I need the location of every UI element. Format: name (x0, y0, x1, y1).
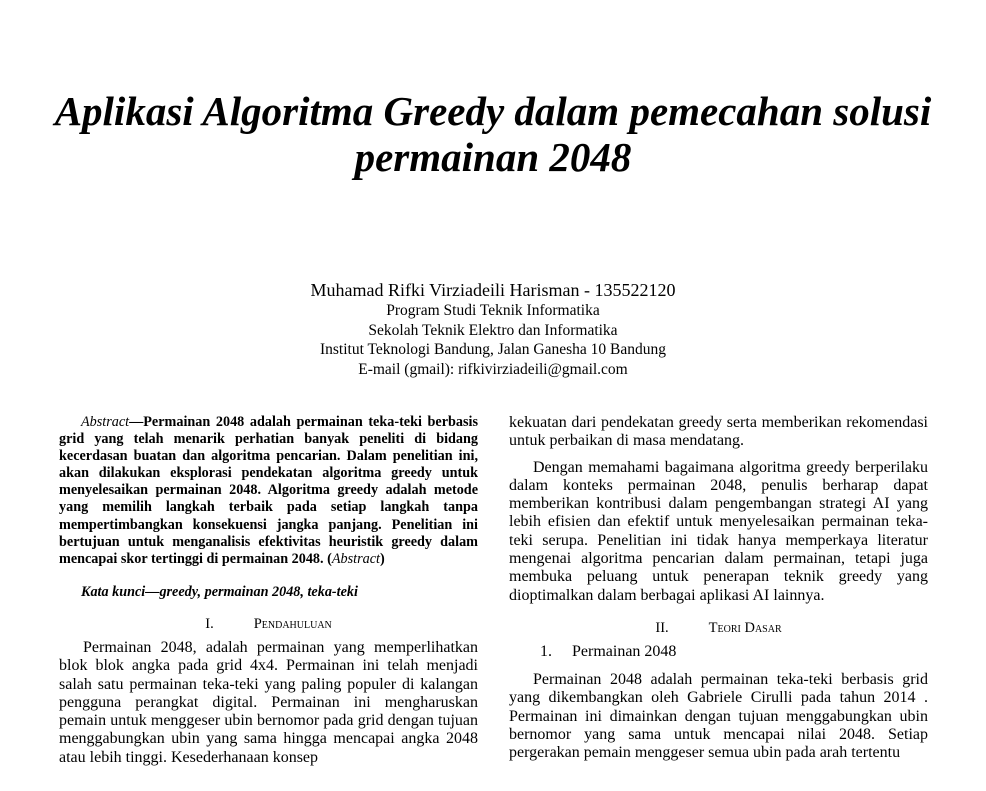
author-email: E-mail (gmail): rifkivirziadeili@gmail.com (358, 360, 628, 378)
subsection-2-1-number: 1. (540, 642, 552, 660)
abstract-dash: — (129, 414, 144, 430)
section-2-paragraph-1: Permainan 2048 adalah permainan teka-teki berbasis grid yang dikembangkan oleh Gabriele Cirulli pada tahun 2014 . Permainan ini dimainkan dengan tujuan menggabungkan ubin bernomor yang sama untuk mencapai nilai 2048. Setiap pergerakan pemain menggeser semua ubin pada arah tertentu (509, 670, 928, 762)
abstract-tail-open: ( (323, 550, 332, 567)
author-program: Program Studi Teknik Informatika (386, 302, 600, 319)
author-school: Sekolah Teknik Elektro dan Informatika (368, 321, 618, 339)
intro-paragraph-2: Dengan memahami bagaimana algoritma greedy berperilaku dalam konteks permainan 2048, penulis berharap dapat memberikan kontribusi dalam pengembangan strategi AI yang lebih efisien dan efektif untuk menyelesaikan permainan teka-teki serupa. Penelitian ini tidak hanya memperkaya literatur mengenai algoritma pencarian dalam permainan, tetapi juga membuka peluang untuk penerapan teknik greedy yang dioptimalkan dalam berbagai aplikasi AI lainnya. (509, 458, 928, 604)
abstract (59, 414, 478, 568)
subsection-2-1-title: Permainan 2048 (572, 642, 677, 660)
section-1-heading (59, 615, 478, 633)
abstract-label: Abstract (81, 414, 130, 430)
section-1-number: I. (205, 615, 214, 632)
section-1-paragraph-1: Permainan 2048, adalah permainan yang memperlihatkan blok blok angka pada grid 4x4. Permainan ini telah menjadi salah satu permainan teka-teki yang paling populer di kalangan pengguna perangkat digital. Permainan ini mengharuskan pemain untuk menggeser ubin bernomor pada grid dengan tujuan menggabungkan ubin yang sama hingga mencapai angka 2048 atau lebih tinggi. Kesederhanaan konsep (59, 638, 478, 766)
author-block (0, 279, 986, 379)
section-2-number: II. (655, 619, 669, 636)
author-institute: Institut Teknologi Bandung, Jalan Ganesha 10 Bandung (319, 341, 667, 358)
intro-paragraph-continued: kekuatan dari pendekatan greedy serta memberikan rekomendasi untuk perbaikan di masa mendatang. (509, 414, 928, 450)
subsection-2-1-heading (540, 643, 928, 661)
right-column (509, 414, 928, 762)
paper-title-line-1: Aplikasi Algoritma Greedy dalam pemecahan solusi (54, 88, 932, 134)
keywords: Kata kunci—greedy, permainan 2048, teka-teki (81, 583, 358, 600)
section-1-title: Pendahuluan (253, 615, 332, 632)
left-column (59, 414, 478, 767)
section-2-title: Teori Dasar (708, 619, 782, 636)
abstract-text: Permainan 2048 adalah permainan teka-teki berbasis grid yang telah menarik perhatian banyak peneliti di bidang kecerdasan buatan dan algoritma pencarian. Dalam penelitian ini, akan dilakukan eksplorasi pendekatan algoritma greedy untuk menyelesaikan permainan 2048. Algoritma greedy adalah metode yang memilih langkah terbaik pada setiap langkah tanpa mempertimbangkan konsekuensi jangka panjang. Penelitian ini bertujuan untuk menganalisis efektivitas heuristik greedy dalam mencapai skor tertinggi di permainan 2048. (59, 414, 478, 567)
abstract-tail-close: ) (379, 550, 385, 567)
section-2-heading (509, 619, 928, 637)
abstract-tail-label: Abstract (331, 550, 380, 567)
author-name: Muhamad Rifki Virziadeili Harisman - 135522120 (310, 280, 676, 300)
paper-title (0, 88, 986, 180)
paper-title-line-2: permainan 2048 (354, 134, 632, 180)
